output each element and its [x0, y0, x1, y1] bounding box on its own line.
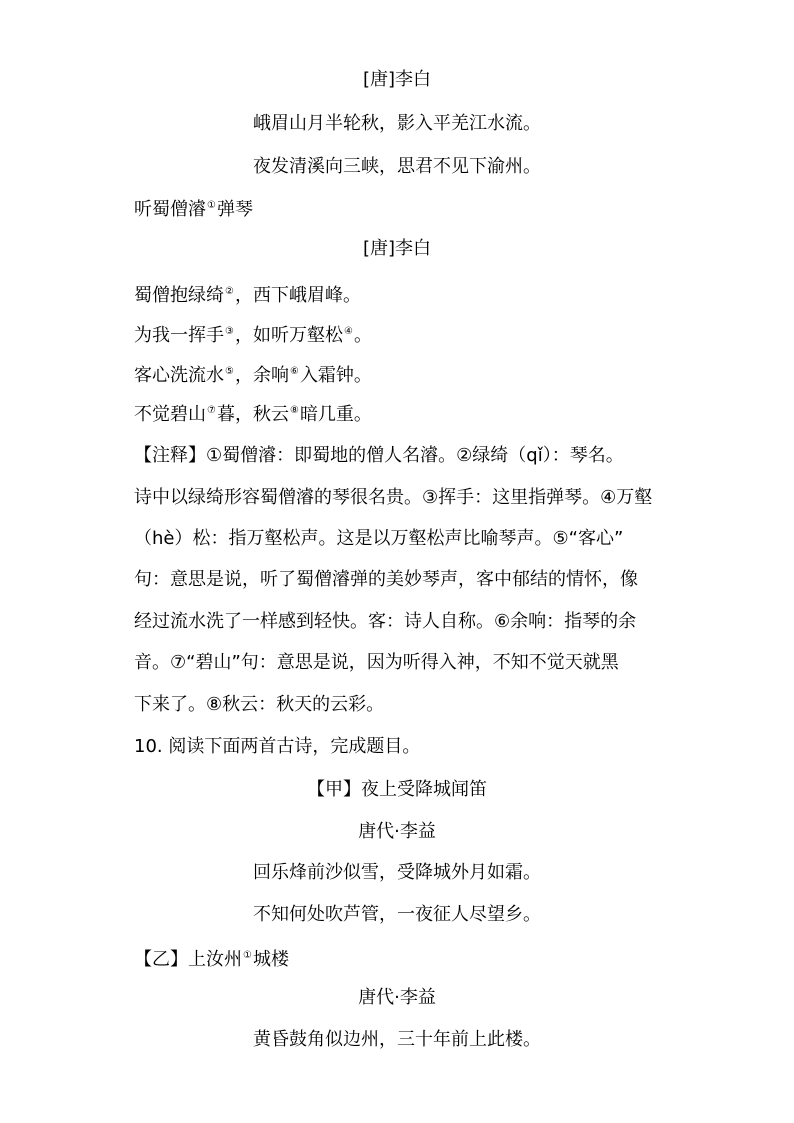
poem2-line-1: 蜀僧抱绿绮②，西下峨眉峰。 — [134, 285, 361, 306]
notes-line-4: 句：意思是说，听了蜀僧濬弹的美妙琴声，客中郁结的情怀，像 — [134, 569, 638, 590]
footnote-mark: ④ — [343, 326, 353, 337]
notes-line-5: 经过流水洗了一样感到轻快。客：诗人自称。⑥余响：指琴的余 — [134, 611, 637, 632]
poem1-author: [唐]李白 — [362, 69, 432, 90]
poem-jia-author: 唐代·李益 — [358, 821, 436, 842]
poem2-line-3: 客心洗流水⑤，余响⑥入霜钟。 — [134, 365, 372, 386]
notes-line-6: 音。⑦“碧山”句：意思是说，因为听得入神，不知不觉天就黑 — [134, 652, 619, 673]
poem-yi-line-1: 黄昏鼓角似边州，三十年前上此楼。 — [253, 1029, 541, 1050]
poem1-line-2: 夜发清溪向三峡，思君不见下渝州。 — [253, 156, 541, 177]
footnote-mark: ⑥ — [289, 366, 299, 377]
footnote-mark: ⑤ — [225, 366, 234, 377]
poem1-line-1: 峨眉山月半轮秋，影入平羌江水流。 — [253, 113, 541, 134]
notes-line-3: （hè）松：指万壑松声。这是以万壑松声比喻琴声。⑤“客心” — [134, 528, 624, 549]
poem-jia-line-2: 不知何处吹芦管，一夜征人尽望乡。 — [253, 904, 541, 925]
poem-yi-title: 【乙】上汝州①城楼 — [134, 949, 289, 970]
poem-jia-title: 【甲】夜上受降城闻笛 — [307, 779, 487, 800]
poem-yi-author: 唐代·李益 — [358, 987, 436, 1008]
notes-line-2: 诗中以绿绮形容蜀僧濬的琴很名贵。③挥手：这里指弹琴。④万壑 — [134, 487, 653, 508]
poem-jia-line-1: 回乐烽前沙似雪，受降城外月如霜。 — [253, 862, 541, 883]
footnote-mark: ② — [225, 286, 234, 297]
poem2-line-4: 不觉碧山⑦暮，秋云⑧暗几重。 — [134, 404, 372, 425]
footnote-mark: ⑧ — [289, 405, 299, 416]
footnote-mark: ⑦ — [207, 405, 216, 416]
footnote-mark: ① — [207, 200, 216, 211]
poem2-author: [唐]李白 — [362, 238, 432, 259]
poem2-line-2: 为我一挥手③，如听万壑松④。 — [134, 325, 372, 346]
notes-line-7: 下来了。⑧秋云：秋天的云彩。 — [134, 694, 385, 715]
footnote-mark: ① — [243, 950, 252, 961]
poem2-title: 听蜀僧濬①弹琴 — [134, 199, 253, 220]
notes-line-1: 【注释】①蜀僧濬：即蜀地的僧人名濬。②绿绮（qǐ）：琴名。 — [134, 445, 624, 466]
footnote-mark: ③ — [225, 326, 234, 337]
question-10: 10. 阅读下面两首古诗，完成题目。 — [134, 736, 421, 757]
